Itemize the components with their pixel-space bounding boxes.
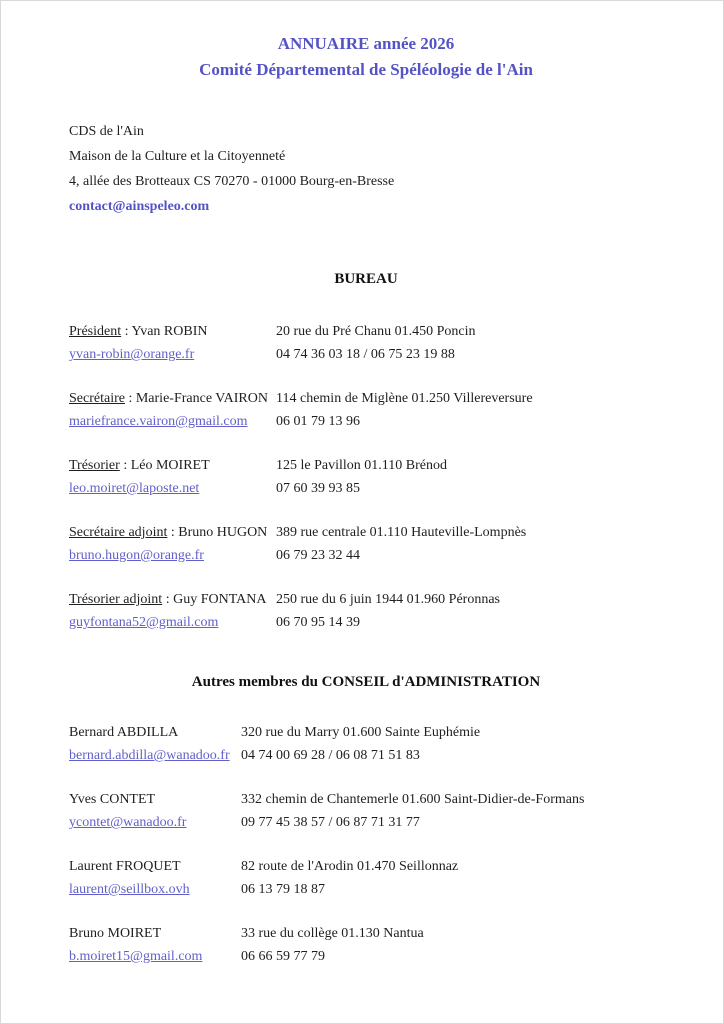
member-phone: 06 79 23 32 44 <box>276 548 360 563</box>
member-name: Bernard ABDILLA <box>69 725 179 740</box>
member-phone: 09 77 45 38 57 / 06 87 71 31 77 <box>241 815 420 830</box>
member-address: 320 rue du Marry 01.600 Sainte Euphémie <box>241 725 481 740</box>
member-name: Marie-France VAIRON <box>135 391 268 406</box>
member-email-link[interactable]: bruno.hugon@orange.fr <box>69 548 204 563</box>
member-address: 125 le Pavillon 01.110 Brénod <box>276 458 447 473</box>
conseil-members-list <box>69 721 663 968</box>
member-address: 114 chemin de Miglène 01.250 Villereversure <box>276 391 533 406</box>
role-separator: : <box>167 525 179 540</box>
member-phone: 06 66 59 77 79 <box>241 949 325 964</box>
member-entry-tresorier-adjoint <box>69 588 663 634</box>
member-entry-abdilla <box>69 721 663 767</box>
title-line-1: ANNUAIRE année 2026 <box>277 34 455 53</box>
member-email-link[interactable]: guyfontana52@gmail.com <box>69 615 219 630</box>
member-role: Secrétaire adjoint <box>69 525 168 540</box>
member-name: Guy FONTANA <box>173 592 267 607</box>
member-name: Bruno HUGON <box>178 525 268 540</box>
member-email-link[interactable]: b.moiret15@gmail.com <box>69 949 203 964</box>
member-entry-secretaire-adjoint <box>69 521 663 567</box>
member-address: 332 chemin de Chantemerle 01.600 Saint-Didier-de-Formans <box>241 792 585 807</box>
member-name: Bruno MOIRET <box>69 926 162 941</box>
member-entry-contet <box>69 788 663 834</box>
member-address: 33 rue du collège 01.130 Nantua <box>241 926 424 941</box>
member-email-link[interactable]: mariefrance.vairon@gmail.com <box>69 414 248 429</box>
role-separator: : <box>121 324 132 339</box>
member-email-link[interactable]: yvan-robin@orange.fr <box>69 347 195 362</box>
member-address: 20 rue du Pré Chanu 01.450 Poncin <box>276 324 476 339</box>
bureau-members-list <box>69 320 663 634</box>
member-phone: 06 70 95 14 39 <box>276 615 360 630</box>
member-name: Léo MOIRET <box>130 458 210 473</box>
member-email-link[interactable]: laurent@seillbox.ovh <box>69 882 190 897</box>
member-role: Président <box>69 324 122 339</box>
contact-org-name: CDS de l'Ain <box>69 124 144 139</box>
member-entry-moiret <box>69 922 663 968</box>
member-role: Trésorier adjoint <box>69 592 163 607</box>
member-phone: 07 60 39 93 85 <box>276 481 360 496</box>
contact-address: 4, allée des Brotteaux CS 70270 - 01000 Bourg-en-Bresse <box>69 174 395 189</box>
role-separator: : <box>162 592 174 607</box>
conseil-heading: Autres membres du CONSEIL d'ADMINISTRATION <box>191 674 541 690</box>
member-email-link[interactable]: leo.moiret@laposte.net <box>69 481 200 496</box>
role-separator: : <box>124 391 136 406</box>
member-name: Laurent FROQUET <box>69 859 181 874</box>
member-phone: 06 01 79 13 96 <box>276 414 360 429</box>
member-entry-tresorier <box>69 454 663 500</box>
member-address: 82 route de l'Arodin 01.470 Seillonnaz <box>241 859 459 874</box>
member-name: Yves CONTET <box>69 792 156 807</box>
member-address: 250 rue du 6 juin 1944 01.960 Péronnas <box>276 592 500 607</box>
member-address: 389 rue centrale 01.110 Hauteville-Lompnès <box>276 525 527 540</box>
contact-building: Maison de la Culture et la Citoyenneté <box>69 149 286 164</box>
member-entry-secretaire <box>69 387 663 433</box>
member-phone: 04 74 00 69 28 / 06 08 71 51 83 <box>241 748 420 763</box>
member-entry-froquet <box>69 855 663 901</box>
member-email-link[interactable]: bernard.abdilla@wanadoo.fr <box>69 748 230 763</box>
contact-block <box>69 119 663 219</box>
member-phone: 06 13 79 18 87 <box>241 882 325 897</box>
contact-email-link[interactable]: contact@ainspeleo.com <box>69 199 210 214</box>
title-line-2: Comité Départemental de Spéléologie de l'Ain <box>199 60 533 79</box>
bureau-heading: BUREAU <box>334 271 398 287</box>
member-email-link[interactable]: ycontet@wanadoo.fr <box>69 815 187 830</box>
document-title <box>69 31 663 83</box>
role-separator: : <box>119 458 131 473</box>
member-role: Secrétaire <box>69 391 125 406</box>
member-name: Yvan ROBIN <box>131 324 208 339</box>
member-entry-president <box>69 320 663 366</box>
member-phone: 04 74 36 03 18 / 06 75 23 19 88 <box>276 347 455 362</box>
member-role: Trésorier <box>69 458 120 473</box>
